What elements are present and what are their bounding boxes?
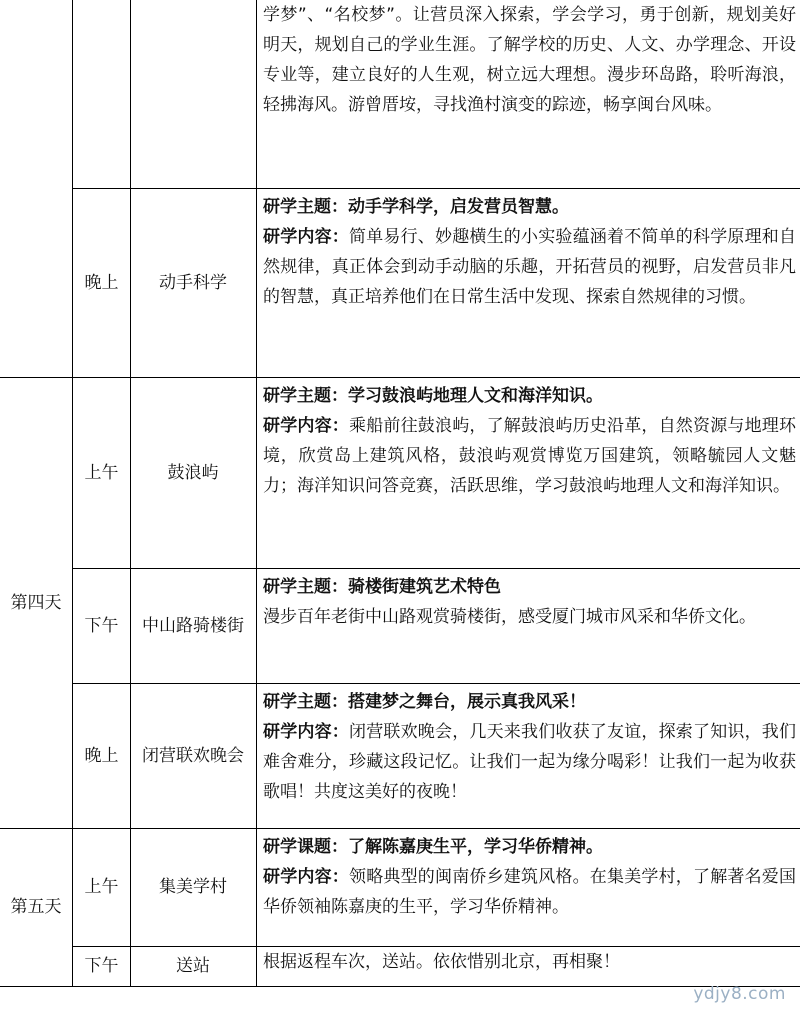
activity-cell: 鼓浪屿 <box>167 462 219 483</box>
content-paragraph <box>263 687 796 717</box>
row-border <box>0 986 800 987</box>
content-text: 闭营联欢晚会，几天来我们收获了友谊，探索了知识，我们难舍难分，珍藏这段记忆。让我们一起为缘分喝彩！让我们一起为收获歌唱！共度这美好的夜晚！ <box>263 722 796 802</box>
content-cell <box>263 192 796 312</box>
content-label: 研学内容： <box>263 416 349 436</box>
period-cell: 晚上 <box>84 272 119 293</box>
period-cell: 上午 <box>84 462 119 483</box>
period-cell: 晚上 <box>84 745 119 766</box>
period-cell: 下午 <box>84 615 119 636</box>
activity-cell: 集美学村 <box>159 877 227 897</box>
content-label: 研学内容： <box>263 227 349 247</box>
content-paragraph <box>263 411 796 501</box>
content-label: 研学内容： <box>263 722 349 742</box>
content-text: 动手学科学，启发营员智慧。 <box>348 197 569 217</box>
content-paragraph <box>263 192 796 222</box>
activity-cell: 送站 <box>176 956 210 976</box>
content-cell <box>263 832 796 922</box>
content-cell <box>263 0 796 120</box>
content-cell <box>263 572 796 632</box>
activity-cell: 闭营联欢晚会 <box>142 745 244 766</box>
content-text: 了解陈嘉庚生平，学习华侨精神。 <box>348 837 603 857</box>
content-label: 研学主题： <box>263 577 348 597</box>
content-paragraph <box>263 717 796 807</box>
content-label: 研学主题： <box>263 386 348 406</box>
day-cell: 第五天 <box>10 897 62 917</box>
content-cell <box>263 381 796 501</box>
column-border <box>256 0 257 986</box>
content-text: 学梦”、“名校梦”。让营员深入探索，学会学习，勇于创新，规划美好明天，规划自己的学业生涯。了解学校的历史、人文、办学理念、开设专业等，建立良好的人生观，树立远大理想。漫步环岛路，聆听海浪，轻拂海风。游曾厝垵，寻找渔村演变的踪迹，畅享闽台风味。 <box>263 5 796 115</box>
content-paragraph <box>263 0 796 120</box>
period-cell: 下午 <box>84 956 119 976</box>
activity-cell: 动手科学 <box>159 272 227 293</box>
content-text: 搭建梦之舞台，展示真我风采！ <box>348 692 586 712</box>
content-paragraph <box>263 381 796 411</box>
day-cell: 第四天 <box>10 592 62 613</box>
content-paragraph <box>263 832 796 862</box>
content-paragraph <box>263 947 796 977</box>
content-paragraph <box>263 572 796 602</box>
watermark: ydjy8.com <box>693 984 786 1004</box>
content-label: 研学主题： <box>263 197 348 217</box>
content-label: 研学课题： <box>263 837 348 857</box>
content-text: 简单易行、妙趣横生的小实验蕴涵着不简单的科学原理和自然规律，真正体会到动手动脑的乐趣，开拓营员的视野，启发营员非凡的智慧，真正培养他们在日常生活中发现、探索自然规律的习惯。 <box>263 227 796 307</box>
content-label: 研学内容： <box>263 867 349 887</box>
content-text: 骑楼街建筑艺术特色 <box>348 577 501 597</box>
period-cell: 上午 <box>84 877 119 897</box>
content-text: 乘船前往鼓浪屿，了解鼓浪屿历史沿革，自然资源与地理环境，欣赏岛上建筑风格，鼓浪屿观赏博览万国建筑，领略毓园人文魅力；海洋知识问答竞赛，活跃思维，学习鼓浪屿地理人文和海洋知识。 <box>263 416 796 496</box>
column-border <box>130 0 131 986</box>
content-text: 漫步百年老街中山路观赏骑楼街，感受厦门城市风采和华侨文化。 <box>263 607 756 627</box>
activity-cell: 中山路骑楼街 <box>142 615 244 636</box>
content-paragraph <box>263 222 796 312</box>
content-label: 研学主题： <box>263 692 348 712</box>
content-cell <box>263 947 796 977</box>
content-text: 根据返程车次，送站。依依惜别北京，再相聚！ <box>263 952 620 972</box>
content-text: 学习鼓浪屿地理人文和海洋知识。 <box>348 386 603 406</box>
content-paragraph <box>263 862 796 922</box>
content-paragraph <box>263 602 796 632</box>
content-text: 领略典型的闽南侨乡建筑风格。在集美学村，了解著名爱国华侨领袖陈嘉庚的生平，学习华侨精神。 <box>263 867 796 917</box>
content-cell <box>263 687 796 807</box>
